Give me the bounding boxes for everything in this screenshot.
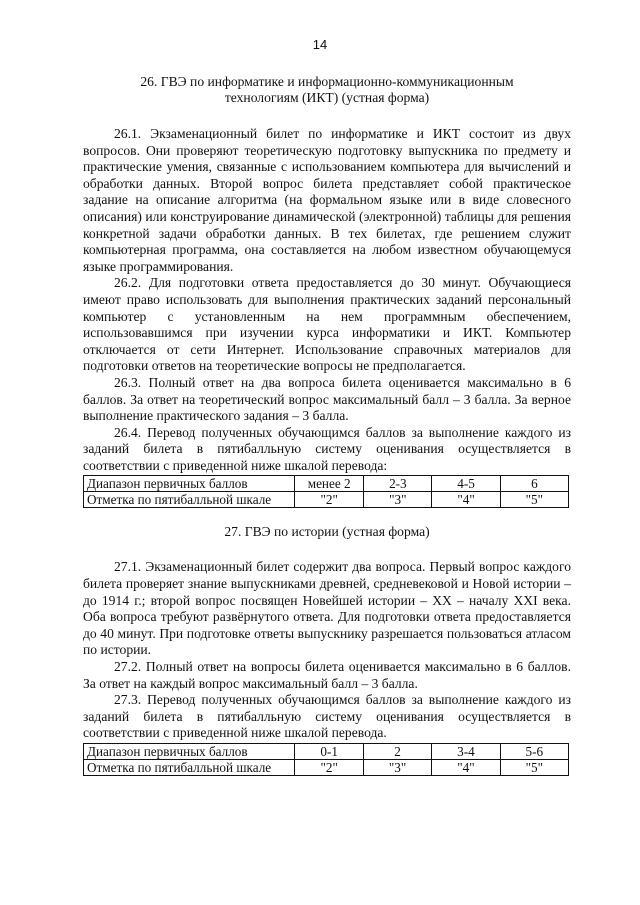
table-cell: 2 xyxy=(363,744,431,760)
table-cell: 2-3 xyxy=(364,476,432,492)
page-number: 14 xyxy=(312,37,328,52)
paragraph-27-2: 27.2. Полный ответ на вопросы билета оценивается максимально в 6 баллов. За ответ на каждый вопрос максимальный балл – 3 балла. xyxy=(83,659,571,691)
table-cell: "5" xyxy=(500,760,568,776)
table-cell: "2" xyxy=(295,760,363,776)
table-cell: "4" xyxy=(432,760,500,776)
table-row xyxy=(84,760,569,776)
paragraph-26-1: 26.1. Экзаменационный билет по информатике и ИКТ состоит из двух вопросов. Они проверяют теоретическую подготовку выпускника по предмету и практические умения, связанные с использованием компьютера для вычислений и обработки данных. Второй вопрос билета представляет собой практическое задание на описание алгоритма (на формальном языке или в виде словесного описания) или конструирование динамической (электронной) таблицы для решения конкретной задачи обработки данных. В тех билетах, где решением служит компьютерная программа, она составляется на любом известном обучающемуся языке программирования. xyxy=(83,126,571,274)
paragraph-26-3: 26.3. Полный ответ на два вопроса билета оценивается максимально в 6 баллов. За ответ на теоретический вопрос максимальный балл – 3 балла. За верное выполнение практического задания – 3 балла. xyxy=(83,374,571,424)
table-cell: 3-4 xyxy=(432,744,500,760)
table-cell: "5" xyxy=(500,492,568,508)
table-row xyxy=(84,744,569,760)
table-cell-label: Отметка по пятибалльной шкале xyxy=(84,760,295,776)
table-cell-label: Диапазон первичных баллов xyxy=(84,744,295,760)
table-cell-label: Диапазон первичных баллов xyxy=(84,476,295,492)
section-26-title xyxy=(83,74,571,106)
paragraph-27-1: 27.1. Экзаменационный билет содержит два вопроса. Первый вопрос каждого билета проверяет знание выпускниками древней, средневековой и Новой истории – до 1914 г.; второй вопрос посвящен Новейшей истории – XX – началу XXI века. Оба вопроса требуют развёрнутого ответа. Для подготовки ответа предоставляется до 40 минут. При подготовке ответы выпускнику разрешается пользоваться атласом по истории. xyxy=(83,559,571,658)
table-cell: "2" xyxy=(295,492,364,508)
table-cell: "4" xyxy=(432,492,500,508)
table-cell: 0-1 xyxy=(295,744,363,760)
paragraph-27-3: 27.3. Перевод полученных обучающимся баллов за выполнение каждого из заданий билета в пятибалльную систему оценивания осуществляется в соответствии с приведенной ниже шкалой перевода. xyxy=(83,692,571,741)
table-cell-label: Отметка по пятибалльной шкале xyxy=(84,492,295,508)
table-cell: 5-6 xyxy=(500,744,568,760)
document-body xyxy=(83,74,571,776)
section-26-title-line1: 26. ГВЭ по информатике и информационно-коммуникационным xyxy=(140,74,514,89)
table-row xyxy=(84,476,569,492)
table-cell: "3" xyxy=(363,760,431,776)
table-cell: 4-5 xyxy=(432,476,500,492)
table-cell: "3" xyxy=(364,492,432,508)
section-26-title-line2: технологиям (ИКТ) (устная форма) xyxy=(224,90,430,105)
table-cell: менее 2 xyxy=(295,476,364,492)
section-27-title: 27. ГВЭ по истории (устная форма) xyxy=(224,524,430,540)
table-cell: 6 xyxy=(500,476,568,492)
grade-table-26 xyxy=(83,475,569,508)
paragraph-26-2: 26.2. Для подготовки ответа предоставляется до 30 минут. Обучающиеся имеют право использовать для выполнения практических заданий персональный компьютер с установленным на нем программным обеспечением, использовавшимся при изучении курса информатики и ИКТ. Компьютер отключается от сети Интернет. Использование справочных материалов для подготовки ответов на теоретические вопросы не предполагается. xyxy=(83,275,571,374)
table-row xyxy=(84,492,569,508)
paragraph-26-4: 26.4. Перевод полученных обучающимся баллов за выполнение каждого из заданий билета в пятибалльную систему оценивания осуществляется в соответствии с приведенной ниже шкалой перевода: xyxy=(83,424,571,473)
grade-table-27 xyxy=(83,743,569,776)
